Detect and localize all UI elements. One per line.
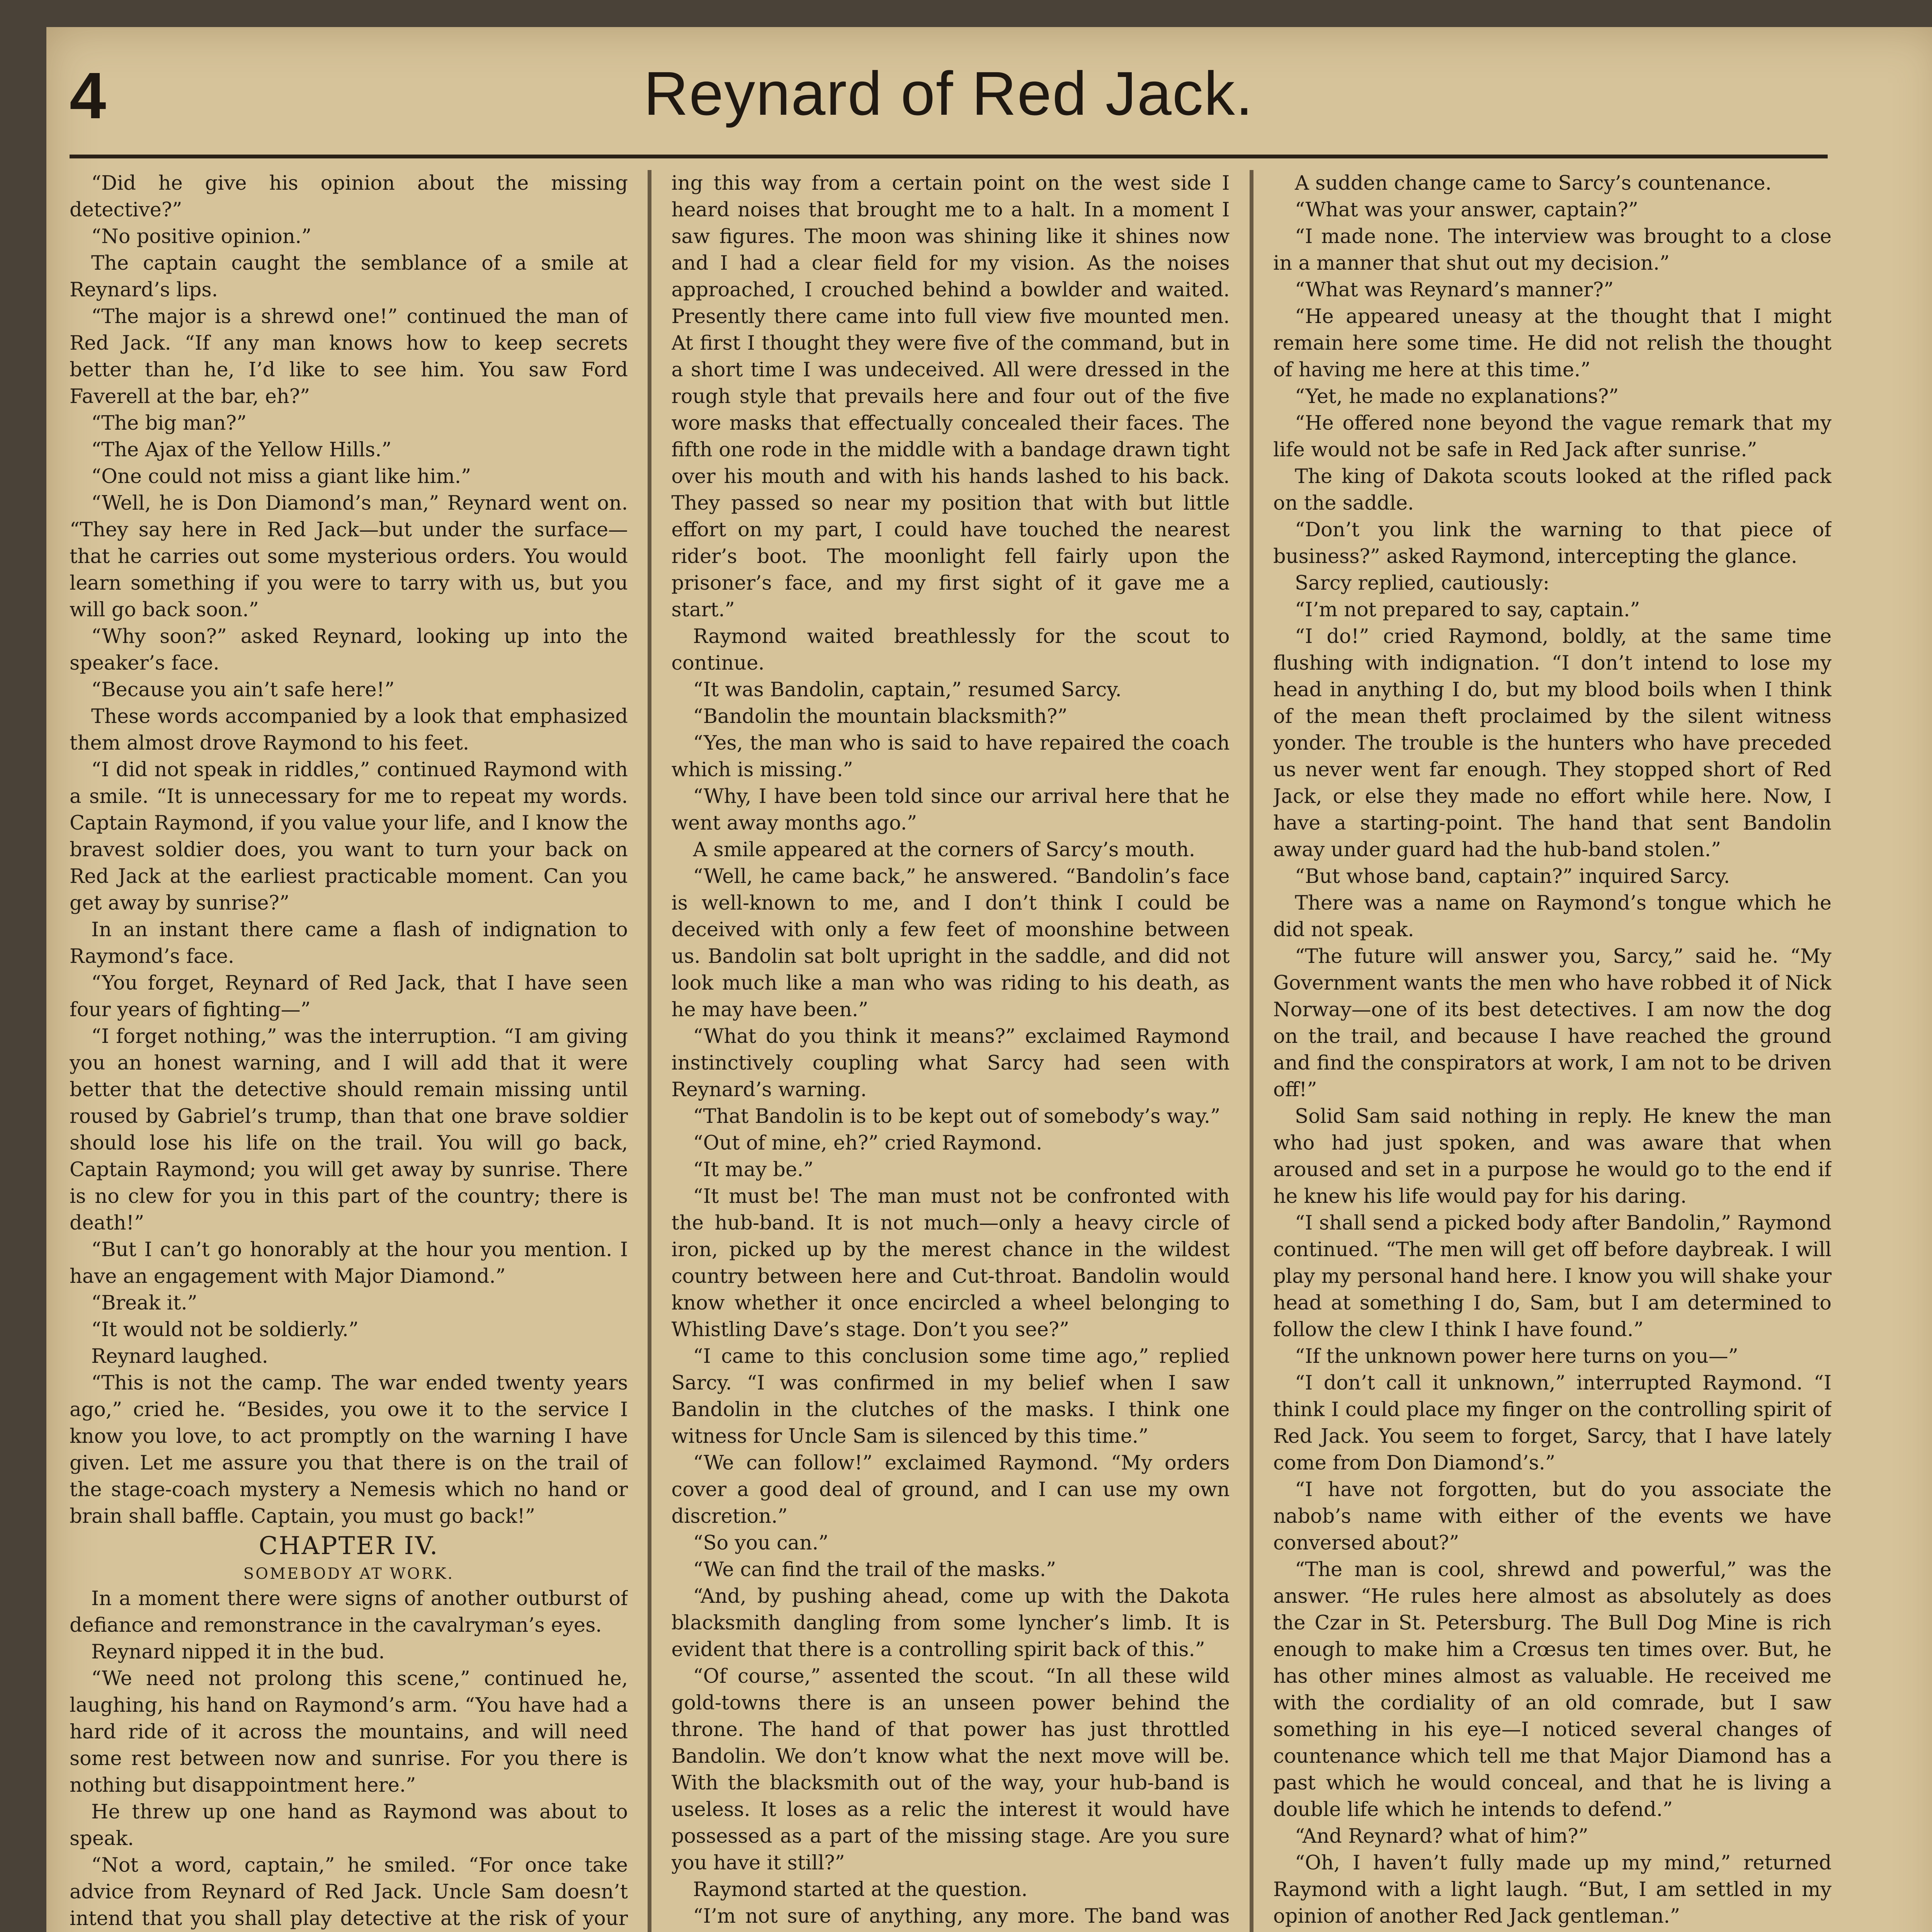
paragraph: “I have not forgotten, but do you associate the nabob’s name with either of the events we have conversed about?” (1273, 1478, 1832, 1554)
paragraph: “I don’t call it unknown,” interrupted Raymond. “I think I could place my finger on the controlling spirit of Red Jack. You seem to forget, Sarcy, that I have lately come from Don Diamond’s.” (1273, 1372, 1832, 1475)
paragraph: “The man is cool, shrewd and powerful,” was the answer. “He rules here almost as absolutely as does the Czar in St. Petersburg. The Bull Dog Mine is rich enough to make him a Crœsus ten times over. But, he has other mines almost as valuable. He received me with the cordiality of an old comrade, but I saw something in his eye—I noticed several changes of countenance which tell me that Major Diamond has a past which he would conceal, and that he is living a double life which he intends to defend.” (1273, 1558, 1832, 1821)
column-divider (648, 170, 651, 1932)
paragraph: “The major is a shrewd one!” continued the man of Red Jack. “If any man knows how to keep secrets better than he, I’d like to see him. You saw Ford Faverell at the bar, eh?” (70, 305, 628, 408)
paragraph: He threw up one hand as Raymond was about to speak. (70, 1801, 628, 1850)
paragraph: “You forget, Reynard of Red Jack, that I have seen four years of fighting—” (70, 972, 628, 1021)
paragraph: Raymond waited breathlessly for the scout to continue. (671, 625, 1230, 675)
paragraph: “Did he give his opinion about the missing detective?” (70, 172, 628, 221)
column-divider (1250, 170, 1253, 1932)
paragraph: “This is not the camp. The war ended twenty years ago,” cried he. “Besides, you owe it to the service I know you love, to act promptly on the warning I have given. Let me assure you that there is on the trail of the stage-coach mystery a Nemesis which no hand or brain shall baffle. Captain, you must go back!” (70, 1372, 628, 1528)
paragraph: “Don’t you link the warning to that piece of business?” asked Raymond, intercepting the glance. (1273, 519, 1832, 568)
paragraph: “We need not prolong this scene,” continued he, laughing, his hand on Raymond’s arm. “You have had a hard ride of it across the mountains, and will need some rest between now and sunrise. For you there is nothing but disappointment here.” (70, 1667, 628, 1797)
paragraph: “Oh, I haven’t fully made up my mind,” returned Raymond with a light laugh. “But, I am settled in my opinion of another Red Jack gentleman.” (1273, 1852, 1832, 1928)
paragraph: “Out of mine, eh?” cried Raymond. (693, 1132, 1043, 1155)
paragraph: The captain caught the semblance of a smile at Reynard’s lips. (70, 252, 628, 301)
paragraph: “I do!” cried Raymond, boldly, at the same time flushing with indignation. “I don’t intend to lose my head in anything I do, but my blood boils when I think of the mean theft proclaimed by the silent witness yonder. The trouble is the hunters who have preceded us never went far enough. They stopped short of Red Jack, or else they made no effort while here. Now, I have a starting-point. The hand that sent Bandolin away under guard had the hub-band stolen.” (1273, 625, 1832, 861)
paragraph: “Not a word, captain,” he smiled. “For once take advice from Reynard of Red Jack. Uncle Sam doesn’t intend that you shall play detective at the risk of your (70, 1854, 628, 1930)
paragraph: In a moment there were signs of another outburst of defiance and remonstrance in the cavalryman’s eyes. (70, 1587, 628, 1637)
paragraph: “It may be.” (693, 1158, 814, 1181)
paragraph: “The Ajax of the Yellow Hills.” (91, 439, 392, 461)
paragraph: “What do you think it means?” exclaimed Raymond instinctively coupling what Sarcy had seen with Reynard’s warning. (671, 1025, 1230, 1101)
paragraph: “Yes, the man who is said to have repaired the coach which is missing.” (671, 732, 1230, 781)
paragraph: A sudden change came to Sarcy’s countenance. (1295, 172, 1772, 195)
paragraph: “Break it.” (91, 1292, 197, 1315)
paragraph: “Of course,” assented the scout. “In all these wild gold-towns there is an unseen power behind the throne. The hand of that power has just throttled Bandolin. We don’t know what the next move will be. With the blacksmith out of the way, your hub-band is useless. It loses as a relic the interest it would have possessed as a part of the missing stage. Are you sure you have it still?” (671, 1665, 1230, 1874)
column-1 (70, 170, 628, 1932)
text-columns (70, 170, 1832, 1932)
paragraph: “Bandolin the mountain blacksmith?” (693, 705, 1068, 728)
paragraph: “Because you ain’t safe here!” (91, 679, 395, 701)
paragraph: “What was Reynard’s manner?” (1295, 279, 1614, 301)
chapter-heading: CHAPTER IV. (259, 1532, 439, 1560)
paragraph: “He offered none beyond the vague remark that my life would not be safe in Red Jack after sunrise.” (1273, 412, 1832, 461)
paragraph: “What was your answer, captain?” (1295, 199, 1638, 221)
paragraph: “So you can.” (693, 1532, 829, 1554)
paragraph: “One could not miss a giant like him.” (91, 465, 471, 488)
page-header (70, 43, 1828, 158)
paragraph: “Well, he came back,” he answered. “Bandolin’s face is well-known to me, and I don’t think I could be deceived with only a few feet of moonshine between us. Bandolin sat bolt upright in the saddle, and did not look much like a man who was riding to his death, as he may have been.” (671, 865, 1230, 1021)
paragraph: “I shall send a picked body after Bandolin,” Raymond continued. “The men will get off before daybreak. I will play my personal hand here. I know you will shake your head at something I do, Sam, but I am determined to follow the clew I think I have found.” (1273, 1212, 1832, 1341)
paragraph: “That Bandolin is to be kept out of somebody’s way.” (693, 1105, 1221, 1128)
paragraph: “But whose band, captain?” inquired Sarcy. (1295, 865, 1730, 888)
paragraph: “Yet, he made no explanations?” (1295, 385, 1619, 408)
paragraph: Solid Sam said nothing in reply. He knew the man who had just spoken, and was aware that when aroused and set in a purpose he would go to the end if he knew his life would pay for his daring. (1273, 1105, 1832, 1208)
paragraph: “It would not be soldierly.” (91, 1318, 359, 1341)
paragraph: In an instant there came a flash of indignation to Raymond’s face. (70, 918, 628, 968)
paragraph: Raymond started at the question. (693, 1878, 1028, 1901)
paragraph: “Well, he is Don Diamond’s man,” Reynard went on. “They say here in Red Jack—but under the surface—that he carries out some mysterious orders. You would learn something if you were to tarry with us, but you will go back soon.” (70, 492, 628, 621)
paragraph: “We can find the trail of the masks.” (693, 1558, 1056, 1581)
paragraph: “But I can’t go honorably at the hour you mention. I have an engagement with Major Diamond.” (70, 1238, 628, 1288)
column-3 (1273, 170, 1832, 1932)
paragraph: Reynard laughed. (91, 1345, 268, 1368)
paragraph: “The future will answer you, Sarcy,” said he. “My Government wants the men who have robbed it of Nick Norway—one of its best detectives. I am now the dog on the trail, and because I have reached the ground and find the conspirators at work, I am not to be driven off!” (1273, 945, 1832, 1101)
paragraph: “Why soon?” asked Reynard, looking up into the speaker’s face. (70, 625, 628, 675)
paragraph: Reynard nipped it in the bud. (91, 1641, 385, 1663)
paragraph: There was a name on Raymond’s tongue which he did not speak. (1273, 892, 1832, 941)
paragraph: “I’m not prepared to say, captain.” (1295, 599, 1640, 621)
paragraph: “It was Bandolin, captain,” resumed Sarcy. (693, 679, 1122, 701)
paragraph (1273, 1930, 1832, 1932)
paragraph: A smile appeared at the corners of Sarcy’s mouth. (693, 838, 1196, 861)
paragraph: “I forget nothing,” was the interruption. “I am giving you an honest warning, and I will add that it were better that the detective should remain missing until roused by Gabriel’s trump, than that one brave soldier should lose his life on the trail. You will go back, Captain Raymond; you will get away by sunrise. There is no clew for you in this part of the country; there is death!” (70, 1025, 628, 1235)
paragraph: “I did not speak in riddles,” continued Raymond with a smile. “It is unnecessary for me to repeat my words. Captain Raymond, if you value your life, and I know the bravest soldier does, you want to turn your back on Red Jack at the earliest practicable moment. Can you get away by sunrise?” (70, 759, 628, 915)
column-2 (672, 170, 1230, 1932)
paragraph: These words accompanied by a look that emphasized them almost drove Raymond to his feet. (70, 705, 628, 755)
paragraph: “And Reynard? what of him?” (1295, 1825, 1588, 1848)
paragraph: “If the unknown power here turns on you—” (1295, 1345, 1738, 1368)
paragraph: “The big man?” (91, 412, 247, 435)
paragraph: “He appeared uneasy at the thought that I might remain here some time. He did not relish the thought of having me here at this time.” (1273, 305, 1832, 381)
page-title: Reynard of Red Jack. (643, 59, 1254, 128)
chapter-subtitle: SOMEBODY AT WORK. (243, 1565, 454, 1583)
paragraph: “It must be! The man must not be confronted with the hub-band. It is not much—only a heavy circle of iron, picked up by the merest chance in the wildest country between here and Cut-throat. Bandolin would know whether it once encircled a wheel belonging to Whistling Dave’s stage. Don’t you see?” (671, 1185, 1230, 1341)
paragraph: Sarcy replied, cautiously: (1295, 572, 1550, 595)
paragraph: “Why, I have been told since our arrival here that he went away months ago.” (671, 785, 1230, 835)
paragraph: “And, by pushing ahead, come up with the Dakota blacksmith dangling from some lyncher’s limb. It is evident that there is a controlling spirit back of this.” (671, 1585, 1230, 1661)
paragraph: “We can follow!” exclaimed Raymond. “My orders cover a good deal of ground, and I can use my own discretion.” (671, 1452, 1230, 1528)
page-number: 4 (70, 59, 106, 133)
paragraph: “I’m not sure of anything, any more. The band was (693, 1905, 1230, 1928)
paragraph: The king of Dakota scouts looked at the rifled pack on the saddle. (1273, 465, 1832, 515)
paragraph: “I made none. The interview was brought to a close in a manner that shut out my decision.” (1273, 225, 1832, 275)
paragraph: “I came to this conclusion some time ago,” replied Sarcy. “I was confirmed in my belief when I saw Bandolin in the clutches of the masks. I think one witness for Uncle Sam is silenced by this time.” (671, 1345, 1230, 1448)
paragraph: “No positive opinion.” (91, 225, 312, 248)
paragraph: ing this way from a certain point on the west side I heard noises that brought me to a halt. In a moment I saw figures. The moon was shining like it shines now and I had a clear field for my vision. As the noises approached, I crouched behind a bowlder and waited. Presently there came into full view five mounted men. At first I thought they were five of the command, but in a short time I was undeceived. All were dressed in the rough style that prevails here and four out of the five wore masks that effectually concealed their faces. The fifth one rode in the middle with a bandage drawn tight over his mouth and with his hands lashed to his back. They passed so near my position that with but little effort on my part, I could have touched the nearest rider’s boot. The moonlight fell fairly upon the prisoner’s face, and my first sight of it gave me a start.” (671, 172, 1230, 621)
